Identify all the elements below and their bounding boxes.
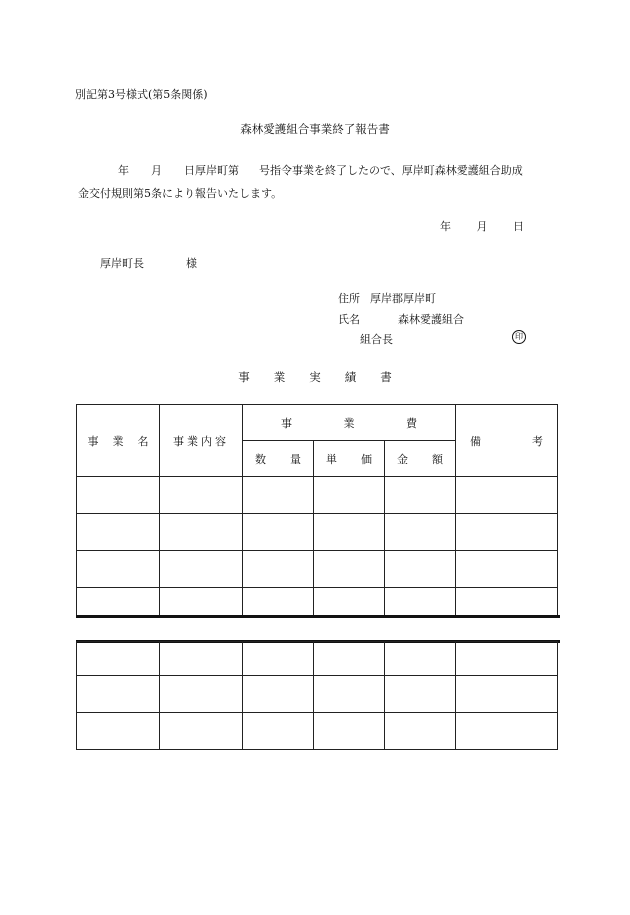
role-value: 組合長 bbox=[360, 333, 393, 346]
addressee-name: 厚岸町長 bbox=[100, 257, 144, 270]
addressee bbox=[100, 255, 197, 271]
addressee-honorific: 様 bbox=[186, 257, 197, 270]
seal-mark: 印 bbox=[512, 330, 526, 344]
body-permit-text: 号指令事業を終了したので、厚岸町森林愛護組合助成 bbox=[259, 164, 523, 177]
results-table-bottom bbox=[76, 641, 558, 750]
section-title bbox=[0, 369, 630, 385]
table-row bbox=[77, 551, 558, 588]
applicant-address bbox=[338, 290, 436, 306]
header-project-name: 事 業 名 bbox=[77, 405, 160, 477]
table-row bbox=[77, 713, 558, 750]
section-title-char: 績 bbox=[344, 370, 357, 384]
table-row bbox=[77, 588, 558, 618]
applicant-name bbox=[338, 311, 464, 327]
address-label: 住所 bbox=[338, 292, 360, 305]
table-row bbox=[77, 676, 558, 713]
table-row bbox=[77, 642, 558, 676]
table-break-line-top bbox=[76, 615, 560, 618]
body-month: 月 bbox=[151, 164, 162, 177]
body-paragraph bbox=[78, 159, 558, 205]
address-value: 厚岸郡厚岸町 bbox=[370, 292, 436, 305]
header-project-content: 事業内容 bbox=[160, 405, 243, 477]
header-amount: 金 額 bbox=[385, 441, 456, 477]
header-quantity: 数 量 bbox=[243, 441, 314, 477]
date-month: 月 bbox=[476, 220, 488, 233]
report-date bbox=[440, 218, 524, 234]
section-title-char: 業 bbox=[273, 370, 286, 384]
date-day: 日 bbox=[513, 220, 524, 233]
body-day-permit: 日厚岸町第 bbox=[184, 164, 239, 177]
header-project-cost: 事 業 費 bbox=[243, 405, 456, 441]
section-title-char: 実 bbox=[309, 370, 321, 384]
date-year: 年 bbox=[440, 220, 451, 233]
results-table-top bbox=[76, 404, 558, 618]
form-number: 別記第3号様式(第5条関係) bbox=[75, 88, 208, 101]
name-value: 森林愛護組合 bbox=[398, 313, 464, 326]
body-year: 年 bbox=[118, 164, 129, 177]
table-row bbox=[77, 514, 558, 551]
section-title-char: 事 bbox=[238, 370, 250, 384]
body-line-1 bbox=[78, 159, 558, 182]
name-label: 氏名 bbox=[338, 313, 360, 326]
header-unit-price: 単 価 bbox=[314, 441, 385, 477]
applicant-role bbox=[338, 331, 393, 347]
document-title: 森林愛護組合事業終了報告書 bbox=[240, 122, 390, 136]
table-row bbox=[77, 477, 558, 514]
body-line-2: 金交付規則第5条により報告いたします。 bbox=[78, 187, 283, 200]
header-remarks: 備 考 bbox=[456, 405, 558, 477]
section-title-char: 書 bbox=[380, 370, 392, 384]
